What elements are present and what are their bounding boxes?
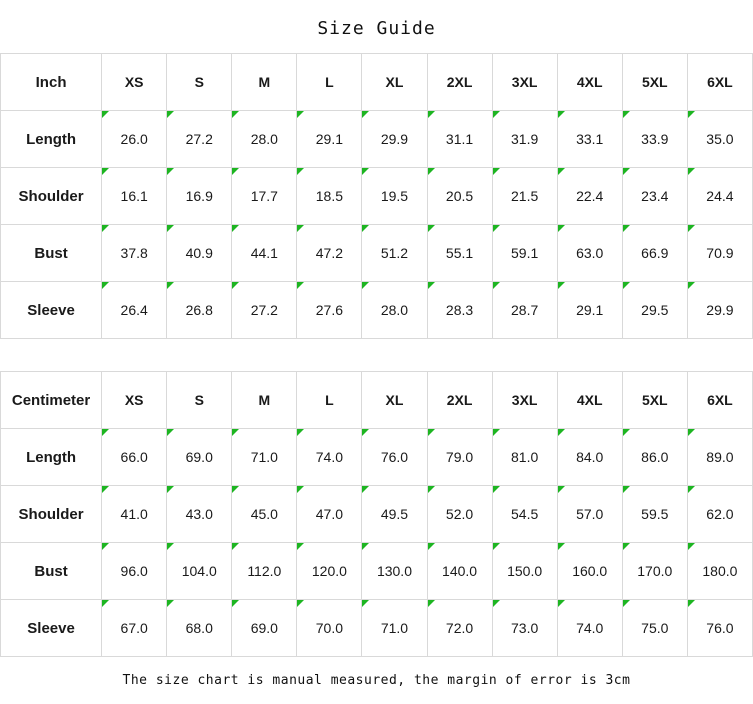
cell-shoulder-l <box>297 486 362 543</box>
cell-sleeve-4xl <box>557 282 622 339</box>
size-header-4xl: 4XL <box>557 54 622 111</box>
cell-text: 69.0 <box>185 449 213 465</box>
cell-text: 27.2 <box>185 131 213 147</box>
cell-sleeve-xl <box>362 282 427 339</box>
size-header-2xl: 2XL <box>427 54 492 111</box>
size-header-xl: XL <box>362 54 427 111</box>
cell-text: 29.9 <box>380 131 409 147</box>
corner-marker-icon <box>297 486 304 493</box>
corner-marker-icon <box>688 111 695 118</box>
corner-marker-icon <box>688 225 695 232</box>
corner-marker-icon <box>167 282 174 289</box>
cell-text: 20.5 <box>445 188 474 204</box>
cell-text: 31.1 <box>445 131 474 147</box>
cell-text: 29.1 <box>576 302 604 318</box>
cell-length-5xl <box>622 111 687 168</box>
corner-marker-icon <box>102 168 109 175</box>
corner-marker-icon <box>558 282 565 289</box>
corner-marker-icon <box>688 543 695 550</box>
corner-marker-icon <box>167 111 174 118</box>
cell-sleeve-3xl <box>492 282 557 339</box>
corner-marker-icon <box>623 168 630 175</box>
table-row <box>1 225 753 282</box>
cell-text: 170.0 <box>637 563 673 579</box>
cell-sleeve-s <box>167 600 232 657</box>
cell-bust-6xl <box>687 543 752 600</box>
cell-length-m <box>232 429 297 486</box>
table-header-row <box>1 372 753 429</box>
cell-text: 31.9 <box>511 131 539 147</box>
corner-marker-icon <box>493 282 500 289</box>
size-header-3xl: 3XL <box>492 372 557 429</box>
cell-length-s <box>167 111 232 168</box>
size-header-s: S <box>167 54 232 111</box>
cell-shoulder-2xl <box>427 168 492 225</box>
cell-text: 74.0 <box>315 449 344 465</box>
cell-text: 33.9 <box>641 131 669 147</box>
cell-text: 84.0 <box>576 449 604 465</box>
corner-marker-icon <box>558 429 565 436</box>
cell-text: 16.1 <box>120 188 148 204</box>
cell-sleeve-2xl <box>427 282 492 339</box>
cell-text: 86.0 <box>641 449 669 465</box>
cell-bust-l <box>297 225 362 282</box>
corner-marker-icon <box>428 486 435 493</box>
cell-text: 66.0 <box>120 449 148 465</box>
cell-shoulder-5xl <box>622 168 687 225</box>
cell-text: 59.5 <box>641 506 669 522</box>
cell-text: 67.0 <box>120 620 148 636</box>
cell-shoulder-l <box>297 168 362 225</box>
cell-text: 40.9 <box>185 245 213 261</box>
cell-text: 51.2 <box>380 245 409 261</box>
cell-text: 47.0 <box>315 506 344 522</box>
cell-text: 28.3 <box>445 302 474 318</box>
size-header-s: S <box>167 372 232 429</box>
corner-marker-icon <box>428 429 435 436</box>
cell-text: 62.0 <box>706 506 734 522</box>
corner-marker-icon <box>167 600 174 607</box>
measure-label-length: Length <box>1 111 102 168</box>
table-row <box>1 168 753 225</box>
corner-marker-icon <box>493 600 500 607</box>
corner-marker-icon <box>297 282 304 289</box>
cell-text: 74.0 <box>576 620 604 636</box>
corner-marker-icon <box>428 168 435 175</box>
cell-shoulder-6xl <box>687 168 752 225</box>
cell-bust-3xl <box>492 543 557 600</box>
cell-sleeve-s <box>167 282 232 339</box>
corner-marker-icon <box>688 600 695 607</box>
cell-length-6xl <box>687 429 752 486</box>
cell-text: 23.4 <box>641 188 669 204</box>
corner-marker-icon <box>688 168 695 175</box>
corner-marker-icon <box>102 225 109 232</box>
cell-text: 71.0 <box>250 449 278 465</box>
table-row <box>1 486 753 543</box>
corner-marker-icon <box>232 543 239 550</box>
corner-marker-icon <box>167 168 174 175</box>
cell-text: 19.5 <box>380 188 409 204</box>
measure-label-shoulder: Shoulder <box>1 168 102 225</box>
cell-text: 26.8 <box>185 302 213 318</box>
cell-text: 73.0 <box>511 620 539 636</box>
cell-text: 140.0 <box>442 563 478 579</box>
centimeter-size-table <box>0 371 753 657</box>
cell-bust-xl <box>362 543 427 600</box>
size-header-m: M <box>232 54 297 111</box>
cell-text: 89.0 <box>706 449 734 465</box>
cell-sleeve-3xl <box>492 600 557 657</box>
cell-shoulder-xs <box>102 486 167 543</box>
corner-marker-icon <box>623 429 630 436</box>
cell-text: 37.8 <box>120 245 148 261</box>
cell-text: 29.5 <box>641 302 669 318</box>
cell-text: 59.1 <box>511 245 539 261</box>
table-row <box>1 600 753 657</box>
table-row <box>1 282 753 339</box>
cell-shoulder-s <box>167 486 232 543</box>
cell-text: 160.0 <box>572 563 608 579</box>
cell-shoulder-4xl <box>557 486 622 543</box>
corner-marker-icon <box>362 168 369 175</box>
corner-marker-icon <box>493 168 500 175</box>
cell-length-6xl <box>687 111 752 168</box>
corner-marker-icon <box>232 429 239 436</box>
cell-shoulder-5xl <box>622 486 687 543</box>
corner-marker-icon <box>232 168 239 175</box>
cell-bust-5xl <box>622 543 687 600</box>
measure-label-bust: Bust <box>1 225 102 282</box>
corner-marker-icon <box>558 168 565 175</box>
cell-text: 79.0 <box>445 449 474 465</box>
cell-length-5xl <box>622 429 687 486</box>
cell-bust-4xl <box>557 225 622 282</box>
cell-sleeve-6xl <box>687 282 752 339</box>
cell-sleeve-5xl <box>622 282 687 339</box>
cell-length-l <box>297 111 362 168</box>
corner-marker-icon <box>623 486 630 493</box>
cell-length-2xl <box>427 111 492 168</box>
corner-marker-icon <box>688 282 695 289</box>
cell-text: 68.0 <box>185 620 213 636</box>
cell-text: 75.0 <box>641 620 669 636</box>
cell-text: 120.0 <box>311 563 347 579</box>
measure-label-shoulder: Shoulder <box>1 486 102 543</box>
cell-text: 27.6 <box>315 302 344 318</box>
size-header-3xl: 3XL <box>492 54 557 111</box>
size-header-m: M <box>232 372 297 429</box>
corner-marker-icon <box>362 543 369 550</box>
cell-text: 180.0 <box>702 563 738 579</box>
cell-bust-s <box>167 543 232 600</box>
corner-marker-icon <box>428 225 435 232</box>
cell-bust-xs <box>102 225 167 282</box>
cell-length-l <box>297 429 362 486</box>
corner-marker-icon <box>362 282 369 289</box>
unit-header: Inch <box>1 54 102 111</box>
size-header-xs: XS <box>102 372 167 429</box>
cell-shoulder-xl <box>362 168 427 225</box>
cell-shoulder-xs <box>102 168 167 225</box>
cell-text: 130.0 <box>376 563 412 579</box>
size-header-6xl: 6XL <box>687 372 752 429</box>
cell-shoulder-3xl <box>492 168 557 225</box>
cell-text: 18.5 <box>315 188 344 204</box>
corner-marker-icon <box>623 282 630 289</box>
cell-text: 66.9 <box>641 245 669 261</box>
cell-text: 104.0 <box>181 563 217 579</box>
corner-marker-icon <box>102 543 109 550</box>
page-title: Size Guide <box>317 18 436 39</box>
cell-text: 63.0 <box>576 245 604 261</box>
corner-marker-icon <box>297 168 304 175</box>
measure-label-bust: Bust <box>1 543 102 600</box>
cell-text: 22.4 <box>576 188 604 204</box>
cell-text: 43.0 <box>185 506 213 522</box>
cell-text: 57.0 <box>576 506 604 522</box>
cell-text: 70.9 <box>706 245 734 261</box>
corner-marker-icon <box>623 600 630 607</box>
size-header-xs: XS <box>102 54 167 111</box>
cell-text: 21.5 <box>511 188 539 204</box>
table-header-row <box>1 54 753 111</box>
corner-marker-icon <box>362 486 369 493</box>
table-row <box>1 543 753 600</box>
cell-sleeve-4xl <box>557 600 622 657</box>
size-header-4xl: 4XL <box>557 372 622 429</box>
cell-length-2xl <box>427 429 492 486</box>
corner-marker-icon <box>232 486 239 493</box>
cell-text: 72.0 <box>445 620 474 636</box>
corner-marker-icon <box>558 600 565 607</box>
size-header-l: L <box>297 54 362 111</box>
corner-marker-icon <box>297 543 304 550</box>
cell-text: 26.0 <box>120 131 148 147</box>
cell-sleeve-xs <box>102 600 167 657</box>
cell-bust-l <box>297 543 362 600</box>
corner-marker-icon <box>558 111 565 118</box>
corner-marker-icon <box>167 486 174 493</box>
size-header-5xl: 5XL <box>622 54 687 111</box>
cell-text: 28.0 <box>380 302 409 318</box>
cell-length-m <box>232 111 297 168</box>
corner-marker-icon <box>558 543 565 550</box>
cell-text: 76.0 <box>380 449 409 465</box>
corner-marker-icon <box>232 600 239 607</box>
cell-text: 33.1 <box>576 131 604 147</box>
cell-sleeve-xl <box>362 600 427 657</box>
table-separator <box>0 339 753 371</box>
cell-bust-m <box>232 543 297 600</box>
corner-marker-icon <box>102 429 109 436</box>
cell-text: 150.0 <box>507 563 543 579</box>
cell-shoulder-6xl <box>687 486 752 543</box>
cell-text: 69.0 <box>250 620 278 636</box>
corner-marker-icon <box>428 111 435 118</box>
cell-length-4xl <box>557 111 622 168</box>
cell-sleeve-xs <box>102 282 167 339</box>
cell-shoulder-s <box>167 168 232 225</box>
cell-bust-5xl <box>622 225 687 282</box>
cell-length-xl <box>362 111 427 168</box>
corner-marker-icon <box>688 486 695 493</box>
corner-marker-icon <box>623 543 630 550</box>
cell-text: 27.2 <box>250 302 278 318</box>
cell-shoulder-2xl <box>427 486 492 543</box>
cell-shoulder-m <box>232 486 297 543</box>
inch-size-table <box>0 53 753 339</box>
cell-sleeve-m <box>232 600 297 657</box>
corner-marker-icon <box>623 225 630 232</box>
corner-marker-icon <box>232 282 239 289</box>
corner-marker-icon <box>428 600 435 607</box>
cell-length-xs <box>102 111 167 168</box>
cell-bust-4xl <box>557 543 622 600</box>
measurement-disclaimer: The size chart is manual measured, the margin of error is 3cm <box>122 673 631 688</box>
corner-marker-icon <box>102 486 109 493</box>
size-header-2xl: 2XL <box>427 372 492 429</box>
cell-text: 96.0 <box>120 563 148 579</box>
corner-marker-icon <box>558 225 565 232</box>
cell-text: 44.1 <box>250 245 278 261</box>
cell-text: 55.1 <box>445 245 474 261</box>
measure-label-length: Length <box>1 429 102 486</box>
centimeter-table-container <box>0 371 753 657</box>
inch-table-container <box>0 53 753 339</box>
table-row <box>1 429 753 486</box>
cell-text: 26.4 <box>120 302 148 318</box>
cell-text: 35.0 <box>706 131 734 147</box>
corner-marker-icon <box>688 429 695 436</box>
cell-bust-s <box>167 225 232 282</box>
cell-bust-2xl <box>427 225 492 282</box>
cell-sleeve-5xl <box>622 600 687 657</box>
size-header-5xl: 5XL <box>622 372 687 429</box>
corner-marker-icon <box>297 225 304 232</box>
cell-shoulder-3xl <box>492 486 557 543</box>
cell-bust-xl <box>362 225 427 282</box>
unit-header: Centimeter <box>1 372 102 429</box>
cell-text: 49.5 <box>380 506 409 522</box>
corner-marker-icon <box>493 429 500 436</box>
cell-text: 24.4 <box>706 188 734 204</box>
corner-marker-icon <box>558 486 565 493</box>
cell-text: 17.7 <box>250 188 278 204</box>
cell-sleeve-6xl <box>687 600 752 657</box>
cell-text: 16.9 <box>185 188 213 204</box>
cell-text: 112.0 <box>247 563 282 579</box>
size-header-xl: XL <box>362 372 427 429</box>
cell-shoulder-4xl <box>557 168 622 225</box>
corner-marker-icon <box>167 225 174 232</box>
corner-marker-icon <box>102 600 109 607</box>
corner-marker-icon <box>362 225 369 232</box>
corner-marker-icon <box>362 429 369 436</box>
cell-length-3xl <box>492 429 557 486</box>
cell-text: 29.1 <box>315 131 344 147</box>
cell-bust-3xl <box>492 225 557 282</box>
cell-text: 28.7 <box>511 302 539 318</box>
cell-length-3xl <box>492 111 557 168</box>
corner-marker-icon <box>623 111 630 118</box>
cell-text: 29.9 <box>706 302 734 318</box>
size-header-6xl: 6XL <box>687 54 752 111</box>
cell-text: 52.0 <box>445 506 474 522</box>
cell-bust-6xl <box>687 225 752 282</box>
size-header-l: L <box>297 372 362 429</box>
cell-shoulder-m <box>232 168 297 225</box>
cell-length-xl <box>362 429 427 486</box>
cell-text: 76.0 <box>706 620 734 636</box>
corner-marker-icon <box>362 111 369 118</box>
corner-marker-icon <box>102 282 109 289</box>
cell-bust-2xl <box>427 543 492 600</box>
cell-text: 70.0 <box>315 620 344 636</box>
cell-sleeve-2xl <box>427 600 492 657</box>
cell-text: 45.0 <box>250 506 278 522</box>
cell-length-s <box>167 429 232 486</box>
corner-marker-icon <box>102 111 109 118</box>
cell-text: 54.5 <box>511 506 539 522</box>
cell-length-xs <box>102 429 167 486</box>
corner-marker-icon <box>362 600 369 607</box>
corner-marker-icon <box>493 486 500 493</box>
corner-marker-icon <box>493 225 500 232</box>
corner-marker-icon <box>428 282 435 289</box>
cell-sleeve-l <box>297 600 362 657</box>
cell-bust-m <box>232 225 297 282</box>
cell-length-4xl <box>557 429 622 486</box>
corner-marker-icon <box>232 225 239 232</box>
cell-text: 28.0 <box>250 131 278 147</box>
cell-bust-xs <box>102 543 167 600</box>
measure-label-sleeve: Sleeve <box>1 600 102 657</box>
corner-marker-icon <box>493 111 500 118</box>
corner-marker-icon <box>297 600 304 607</box>
cell-text: 47.2 <box>315 245 344 261</box>
corner-marker-icon <box>297 111 304 118</box>
cell-text: 41.0 <box>120 506 148 522</box>
cell-sleeve-l <box>297 282 362 339</box>
cell-text: 81.0 <box>511 449 539 465</box>
table-row <box>1 111 753 168</box>
measure-label-sleeve: Sleeve <box>1 282 102 339</box>
cell-shoulder-xl <box>362 486 427 543</box>
corner-marker-icon <box>232 111 239 118</box>
corner-marker-icon <box>167 429 174 436</box>
cell-sleeve-m <box>232 282 297 339</box>
corner-marker-icon <box>493 543 500 550</box>
corner-marker-icon <box>167 543 174 550</box>
cell-text: 71.0 <box>380 620 409 636</box>
corner-marker-icon <box>297 429 304 436</box>
corner-marker-icon <box>428 543 435 550</box>
